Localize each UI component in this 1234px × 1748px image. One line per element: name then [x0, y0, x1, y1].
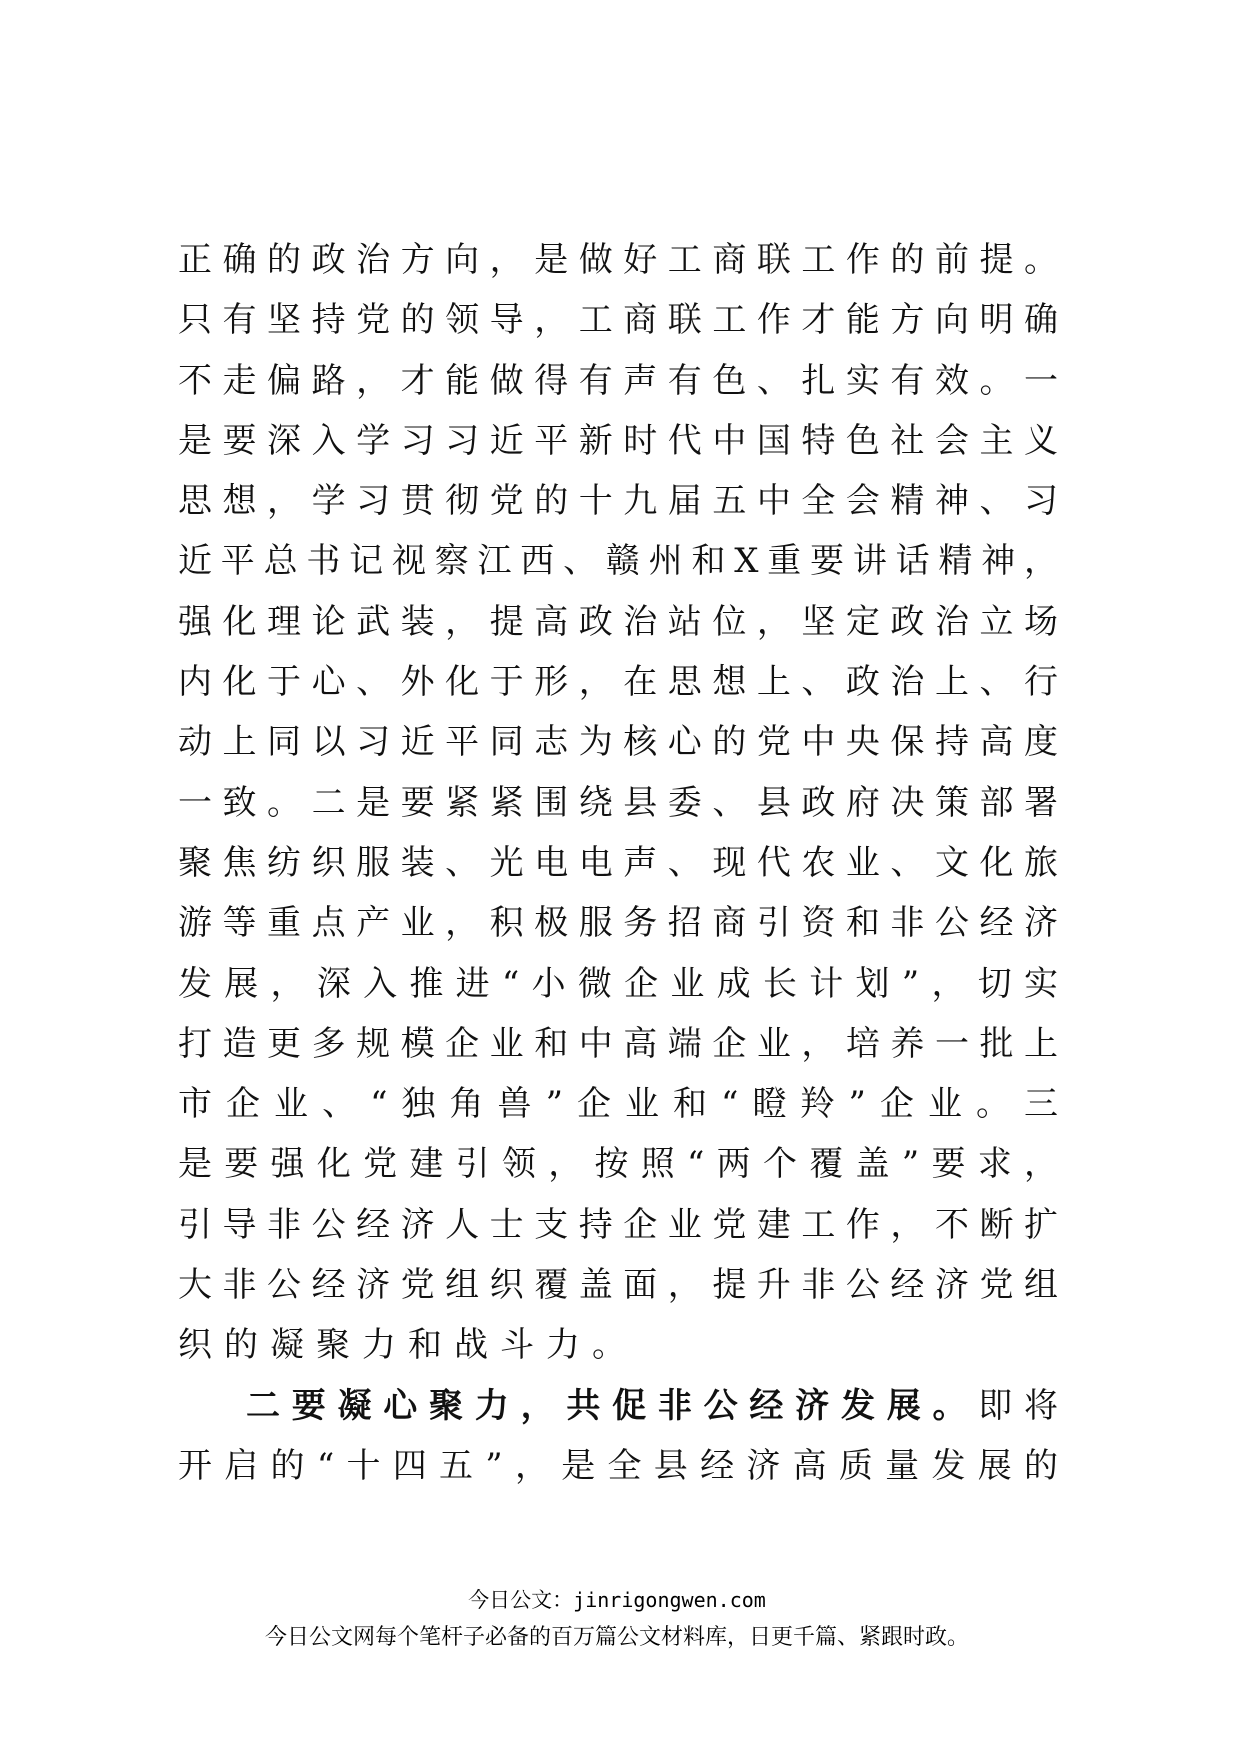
section-heading-tail: 即将 [978, 1385, 1058, 1426]
footer-site-url[interactable]: jinrigongwen.com [573, 1588, 766, 1612]
text-line: 内化于心、外化于形，在思想上、政治上、行 [178, 662, 1058, 703]
text-line: 发展，深入推进“小微企业成长计划”，切实 [178, 963, 1058, 1004]
text-line: 是要深入学习习近平新时代中国特色社会主义 [178, 420, 1058, 461]
text-line: 不走偏路，才能做得有声有色、扎实有效。一 [178, 360, 1058, 401]
text-line: 引导非公经济人士支持企业党建工作，不断扩 [178, 1204, 1058, 1245]
text-line: 动上同以习近平同志为核心的党中央保持高度 [178, 722, 1058, 763]
text-line: 正确的政治方向，是做好工商联工作的前提。 [178, 240, 1058, 280]
text-line: 一致。二是要紧紧围绕县委、县政府决策部署 [178, 782, 1058, 823]
footer-site-label: 今日公文： [468, 1588, 574, 1612]
text-line: 聚焦纺织服装、光电电声、现代农业、文化旅 [178, 842, 1058, 883]
text-line: 织的凝聚力和战斗力。 [178, 1325, 638, 1366]
text-line: 大非公经济党组织覆盖面，提升非公经济党组 [178, 1265, 1058, 1306]
section-heading: 二要凝心聚力，共促非公经济发展。 [246, 1385, 979, 1426]
text-line: 思想，学习贯彻党的十九届五中全会精神、习 [178, 481, 1058, 522]
text-line: 是要强化党建引领，按照“两个覆盖”要求， [178, 1144, 1058, 1185]
section-heading-line [178, 1376, 1058, 1436]
text-line: 近平总书记视察江西、赣州和X重要讲话精神， [178, 541, 1058, 582]
text-line: 市企业、“独角兽”企业和“瞪羚”企业。三 [178, 1084, 1058, 1125]
text-line: 打造更多规模企业和中高端企业，培养一批上 [178, 1023, 1058, 1064]
document-body [178, 230, 1058, 1496]
text-line: 强化理论武装，提高政治站位，坚定政治立场 [178, 601, 1058, 642]
text-line: 开启的“十四五”，是全县经济高质量发展的 [178, 1445, 1058, 1486]
text-line: 游等重点产业，积极服务招商引资和非公经济 [178, 903, 1058, 944]
footer-tagline: 今日公文网每个笔杆子必备的百万篇公文材料库，日更千篇、紧跟时政。 [264, 1625, 969, 1650]
footer-site [0, 1584, 1234, 1614]
text-line: 只有坚持党的领导，工商联工作才能方向明确 [178, 300, 1058, 341]
